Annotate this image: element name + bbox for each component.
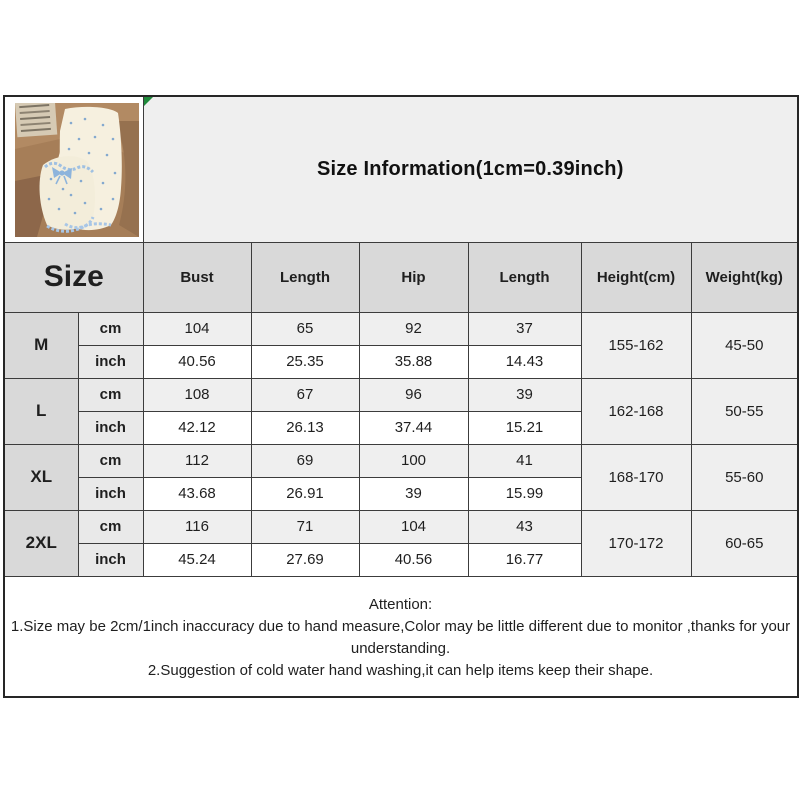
value-cell: 69	[251, 444, 359, 477]
value-cell: 65	[251, 312, 359, 345]
unit-cell: inch	[78, 345, 143, 378]
height-range-cell: 168-170	[581, 444, 691, 510]
size-label-xl: XL	[4, 444, 78, 510]
value-cell: 96	[359, 378, 468, 411]
value-cell: 43	[468, 510, 581, 543]
attention-line-1: 1.Size may be 2cm/1inch inaccuracy due to hand measure,Color may be little different due to monitor ,thanks for your understanding.	[10, 617, 791, 657]
product-photo-cell	[4, 96, 143, 242]
weight-range-cell: 55-60	[691, 444, 798, 510]
value-cell: 37.44	[359, 411, 468, 444]
value-cell: 39	[468, 378, 581, 411]
unit-cell: cm	[78, 312, 143, 345]
unit-cell: inch	[78, 411, 143, 444]
header-weight: Weight(kg)	[691, 242, 798, 312]
value-cell: 100	[359, 444, 468, 477]
value-cell: 26.13	[251, 411, 359, 444]
value-cell: 40.56	[143, 345, 251, 378]
value-cell: 108	[143, 378, 251, 411]
value-cell: 35.88	[359, 345, 468, 378]
value-cell: 27.69	[251, 543, 359, 576]
header-size: Size	[4, 242, 143, 312]
weight-range-cell: 60-65	[691, 510, 798, 576]
newspaper-prop	[15, 103, 57, 137]
product-photo	[15, 103, 139, 237]
value-cell: 16.77	[468, 543, 581, 576]
value-cell: 112	[143, 444, 251, 477]
unit-cell: cm	[78, 444, 143, 477]
value-cell: 15.21	[468, 411, 581, 444]
excel-corner-marker-icon	[144, 97, 153, 106]
size-label-2xl: 2XL	[4, 510, 78, 576]
header-hip: Hip	[359, 242, 468, 312]
header-bust: Bust	[143, 242, 251, 312]
title-cell	[143, 96, 798, 242]
unit-cell: cm	[78, 510, 143, 543]
attention-heading: Attention:	[368, 595, 433, 613]
value-cell: 37	[468, 312, 581, 345]
weight-range-cell: 50-55	[691, 378, 798, 444]
value-cell: 116	[143, 510, 251, 543]
height-range-cell: 162-168	[581, 378, 691, 444]
page-title: Size Information(1cm=0.39inch)	[316, 157, 624, 180]
header-height: Height(cm)	[581, 242, 691, 312]
size-table	[3, 95, 799, 698]
height-range-cell: 155-162	[581, 312, 691, 378]
size-label-l: L	[4, 378, 78, 444]
value-cell: 45.24	[143, 543, 251, 576]
value-cell: 42.12	[143, 411, 251, 444]
value-cell: 14.43	[468, 345, 581, 378]
value-cell: 15.99	[468, 477, 581, 510]
weight-range-cell: 45-50	[691, 312, 798, 378]
value-cell: 71	[251, 510, 359, 543]
value-cell: 25.35	[251, 345, 359, 378]
value-cell: 39	[359, 477, 468, 510]
value-cell: 67	[251, 378, 359, 411]
size-label-m: M	[4, 312, 78, 378]
attention-line-2: 2.Suggestion of cold water hand washing,it can help items keep their shape.	[147, 661, 654, 679]
height-range-cell: 170-172	[581, 510, 691, 576]
value-cell: 26.91	[251, 477, 359, 510]
value-cell: 41	[468, 444, 581, 477]
value-cell: 43.68	[143, 477, 251, 510]
unit-cell: inch	[78, 543, 143, 576]
header-length: Length	[251, 242, 359, 312]
value-cell: 40.56	[359, 543, 468, 576]
value-cell: 92	[359, 312, 468, 345]
header-length-2: Length	[468, 242, 581, 312]
unit-cell: cm	[78, 378, 143, 411]
value-cell: 104	[359, 510, 468, 543]
value-cell: 104	[143, 312, 251, 345]
unit-cell: inch	[78, 477, 143, 510]
attention-note	[4, 576, 798, 697]
